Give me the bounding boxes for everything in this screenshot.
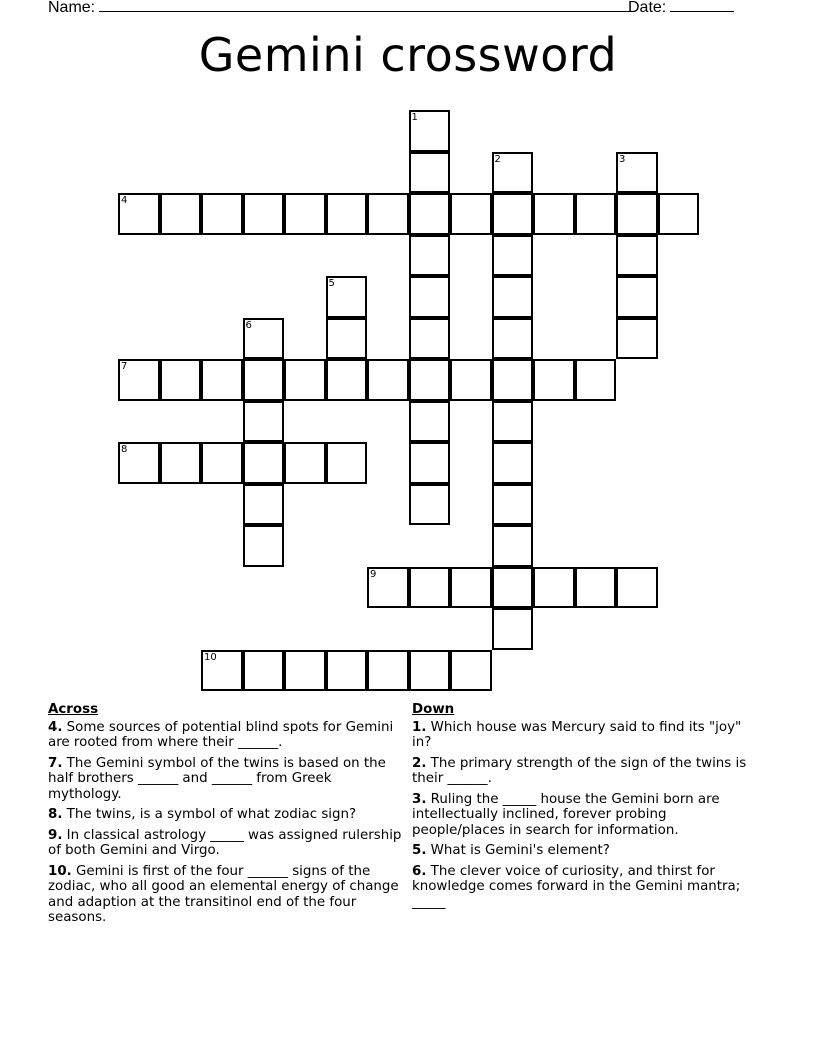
- clue-text: The twins, is a symbol of what zodiac sign?: [62, 807, 357, 822]
- clue-text: What is Gemini's element?: [426, 843, 610, 858]
- grid-cell[interactable]: [326, 442, 368, 484]
- grid-cell[interactable]: [326, 318, 368, 360]
- clue-text: In classical astrology _____ was assigned rulership of both Gemini and Virgo.: [48, 827, 402, 858]
- grid-cell[interactable]: [616, 318, 658, 360]
- grid-cell[interactable]: [575, 193, 617, 235]
- grid-cell[interactable]: [492, 152, 534, 194]
- grid-cell[interactable]: [201, 359, 243, 401]
- grid-cell[interactable]: [450, 650, 492, 692]
- grid-cell[interactable]: [284, 193, 326, 235]
- grid-cell[interactable]: [409, 318, 451, 360]
- grid-cell[interactable]: [326, 193, 368, 235]
- grid-cell[interactable]: [492, 442, 534, 484]
- grid-cell[interactable]: [118, 193, 160, 235]
- grid-cell[interactable]: [160, 193, 202, 235]
- clue-down-2: [412, 756, 762, 787]
- grid-cell[interactable]: [450, 567, 492, 609]
- grid-cell[interactable]: [409, 484, 451, 526]
- clue-number: 3.: [412, 791, 427, 807]
- grid-cell[interactable]: [284, 650, 326, 692]
- clue-text: Some sources of potential blind spots for Gemini are rooted from where their ______.: [48, 719, 394, 750]
- clue-number: 8.: [48, 807, 63, 822]
- clue-number-label: 2: [494, 153, 501, 165]
- grid-cell[interactable]: [409, 650, 451, 692]
- grid-cell[interactable]: [243, 401, 285, 443]
- clue-across-10: [48, 864, 408, 926]
- grid-cell[interactable]: [243, 318, 285, 360]
- clue-number: 5.: [412, 843, 427, 858]
- clue-number: 1.: [412, 719, 427, 735]
- clue-across-7: [48, 756, 408, 803]
- grid-cell[interactable]: [243, 484, 285, 526]
- grid-cell[interactable]: [492, 567, 534, 609]
- clue-across-8: [48, 807, 408, 823]
- clue-number-label: 7: [121, 361, 128, 372]
- grid-cell[interactable]: [118, 442, 160, 484]
- clue-down-3: [412, 792, 762, 839]
- clue-down-5: [412, 843, 762, 859]
- grid-cell[interactable]: [243, 442, 285, 484]
- grid-cell[interactable]: [367, 567, 409, 609]
- grid-cell[interactable]: [533, 193, 575, 235]
- clue-text: The Gemini symbol of the twins is based on the half brothers ______ and ______ from Greek mythology.: [48, 755, 386, 802]
- grid-cell[interactable]: [409, 359, 451, 401]
- clue-down-1: [412, 720, 762, 751]
- grid-cell[interactable]: [575, 567, 617, 609]
- clue-number-label: 6: [245, 319, 252, 331]
- clue-number-label: 10: [204, 651, 217, 663]
- grid-cell[interactable]: [409, 193, 451, 235]
- grid-cell[interactable]: [409, 276, 451, 318]
- down-clues: [412, 702, 762, 915]
- grid-cell[interactable]: [616, 235, 658, 277]
- grid-cell[interactable]: [243, 359, 285, 401]
- grid-cell[interactable]: [409, 567, 451, 609]
- grid-cell[interactable]: [492, 401, 534, 443]
- clue-number-label: 3: [619, 153, 626, 165]
- grid-cell[interactable]: [118, 359, 160, 401]
- clue-text: The clever voice of curiosity, and thirst for knowledge comes forward in the Gemini mantra; _____: [412, 863, 741, 910]
- grid-cell[interactable]: [367, 650, 409, 692]
- clue-across-4: [48, 720, 408, 751]
- grid-cell[interactable]: [326, 650, 368, 692]
- grid-cell[interactable]: [326, 359, 368, 401]
- clue-number-label: 5: [328, 278, 335, 289]
- clue-number: 10.: [48, 863, 72, 879]
- clue-number: 4.: [48, 719, 63, 735]
- clue-down-6: [412, 864, 762, 911]
- grid-cell[interactable]: [533, 567, 575, 609]
- clue-number: 6.: [412, 863, 427, 879]
- grid-cell[interactable]: [409, 235, 451, 277]
- grid-cell[interactable]: [575, 359, 617, 401]
- down-heading: Down: [412, 702, 455, 717]
- grid-cell[interactable]: [243, 650, 285, 692]
- grid-cell[interactable]: [450, 359, 492, 401]
- grid-cell[interactable]: [492, 235, 534, 277]
- clue-across-9: [48, 828, 408, 859]
- grid-cell[interactable]: [533, 359, 575, 401]
- across-clues: [48, 702, 408, 931]
- grid-cell[interactable]: [367, 359, 409, 401]
- date-label: Date:: [628, 0, 667, 16]
- grid-cell[interactable]: [160, 442, 202, 484]
- grid-cell[interactable]: [243, 525, 285, 567]
- page-title: Gemini crossword: [198, 28, 618, 82]
- grid-cell[interactable]: [658, 193, 700, 235]
- grid-cell[interactable]: [160, 359, 202, 401]
- grid-cell[interactable]: [409, 401, 451, 443]
- grid-cell[interactable]: [616, 567, 658, 609]
- grid-cell[interactable]: [616, 276, 658, 318]
- name-label: Name:: [48, 0, 96, 16]
- grid-cell[interactable]: [492, 525, 534, 567]
- grid-cell[interactable]: [284, 359, 326, 401]
- grid-cell[interactable]: [492, 193, 534, 235]
- grid-cell[interactable]: [492, 359, 534, 401]
- grid-cell[interactable]: [284, 442, 326, 484]
- grid-cell[interactable]: [201, 650, 243, 692]
- grid-cell[interactable]: [492, 318, 534, 360]
- clue-text: Gemini is first of the four ______ signs of the zodiac, who all good an elemental energy of change and adaption at the transitinol end of the four seasons.: [48, 863, 399, 925]
- grid-cell[interactable]: [492, 276, 534, 318]
- grid-cell[interactable]: [450, 193, 492, 235]
- grid-cell[interactable]: [367, 193, 409, 235]
- clue-number: 9.: [48, 827, 63, 843]
- clue-number-label: 9: [370, 568, 377, 580]
- grid-cell[interactable]: [243, 193, 285, 235]
- grid-cell[interactable]: [492, 484, 534, 526]
- grid-cell[interactable]: [409, 152, 451, 194]
- clue-text: The primary strength of the sign of the twins is their ______.: [412, 755, 747, 786]
- clue-text: Which house was Mercury said to find its "joy" in?: [412, 719, 742, 750]
- grid-cell[interactable]: [201, 442, 243, 484]
- grid-cell[interactable]: [409, 110, 451, 152]
- grid-cell[interactable]: [326, 276, 368, 318]
- clue-text: Ruling the _____ house the Gemini born are intellectually inclined, forever probing people/places in search for information.: [412, 791, 720, 838]
- grid-cell[interactable]: [616, 152, 658, 194]
- grid-cell[interactable]: [616, 193, 658, 235]
- grid-cell[interactable]: [409, 442, 451, 484]
- grid-cell[interactable]: [492, 608, 534, 650]
- clue-number-label: 1: [411, 112, 418, 123]
- clue-number-label: 4: [121, 195, 128, 206]
- clue-number-label: 8: [121, 444, 128, 455]
- grid-cell[interactable]: [201, 193, 243, 235]
- clue-number: 7.: [48, 755, 63, 771]
- clue-number: 2.: [412, 755, 427, 771]
- across-heading: Across: [48, 702, 99, 717]
